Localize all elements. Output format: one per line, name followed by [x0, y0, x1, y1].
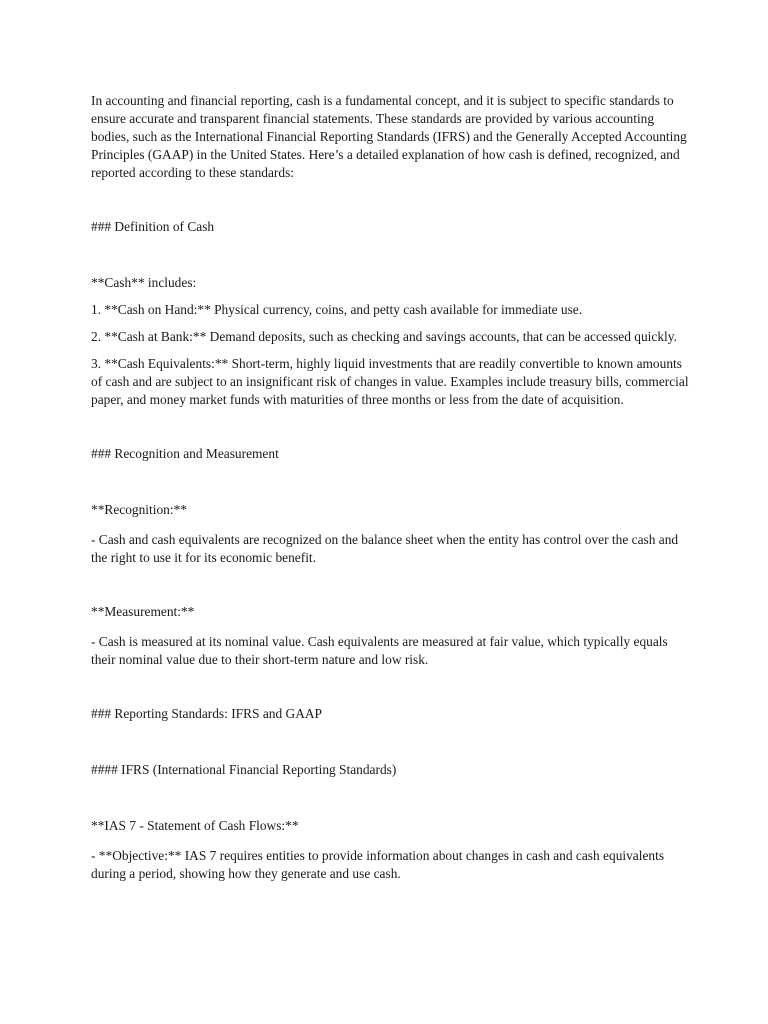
recognition-text: - Cash and cash equivalents are recognized on the balance sheet when the entity has control over the cash and the right to use it for its economic benefit. — [91, 532, 679, 565]
measurement-text: - Cash is measured at its nominal value. Cash equivalents are measured at fair value, which typically equals their nominal value due to their short-term nature and low risk. — [91, 634, 668, 667]
list-item-cash-equivalents: 3. **Cash Equivalents:** Short-term, highly liquid investments that are readily convertible to known amounts of cash and are subject to an insignificant risk of changes in value. Examples include treasury bills, commercial paper, and money market funds with maturities of three months or less from the date of acquisition. — [91, 356, 689, 407]
intro-paragraph: In accounting and financial reporting, cash is a fundamental concept, and it is subject to specific standards to ensure accurate and transparent financial statements. These standards are provided by various accounting bodies, such as the International Financial Reporting Standards (IFRS) and the Generally Accepted Accounting Principles (GAAP) in the United States. Here’s a detailed explanation of how cash is defined, recognized, and reported according to these standards: — [91, 93, 687, 180]
ias7-label: **IAS 7 - Statement of Cash Flows:** — [91, 818, 299, 833]
document-body — [91, 92, 691, 883]
section-heading-recognition: ### Recognition and Measurement — [91, 446, 279, 461]
objective-text: - **Objective:** IAS 7 requires entities to provide information about changes in cash and cash equivalents during a period, showing how they generate and use cash. — [91, 848, 665, 881]
subsection-heading-ifrs: #### IFRS (International Financial Reporting Standards) — [91, 762, 397, 777]
list-item-cash-at-bank: 2. **Cash at Bank:** Demand deposits, such as checking and savings accounts, that can be accessed quickly. — [91, 329, 677, 344]
section-heading-definition: ### Definition of Cash — [91, 219, 215, 234]
recognition-label: **Recognition:** — [91, 502, 187, 517]
list-item-cash-on-hand: 1. **Cash on Hand:** Physical currency, coins, and petty cash available for immediate use. — [91, 302, 583, 317]
section-heading-reporting: ### Reporting Standards: IFRS and GAAP — [91, 706, 322, 721]
cash-includes-label: **Cash** includes: — [91, 275, 197, 290]
measurement-label: **Measurement:** — [91, 604, 195, 619]
